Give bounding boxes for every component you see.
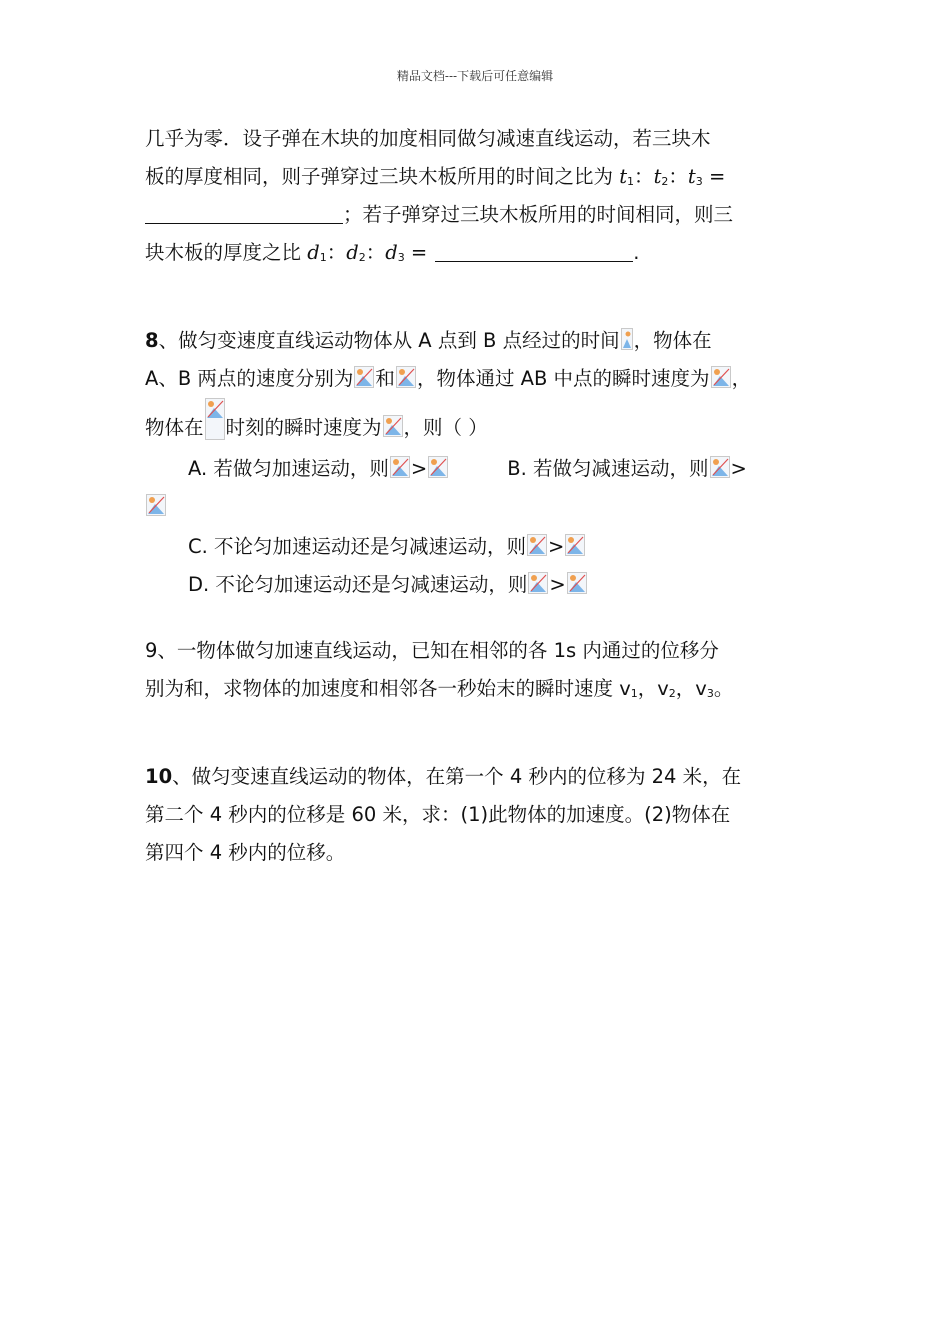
option-d: D. 不论匀加速运动还是匀减速运动，则: [188, 573, 528, 596]
broken-image-icon: [527, 534, 547, 556]
text-run: 物体在: [145, 416, 204, 439]
q8-line: [145, 322, 810, 360]
text-run: 别为和，求物体的加速度和相邻各一秒始末的瞬时速度 v: [145, 677, 631, 700]
period: .: [633, 241, 640, 264]
paragraph-line: [145, 234, 810, 272]
var-d: d: [307, 241, 320, 264]
fill-blank[interactable]: [435, 241, 633, 262]
subscript: 2: [668, 687, 676, 700]
broken-image-icon: [354, 366, 374, 388]
text-run: 时刻的瞬时速度为: [225, 416, 382, 439]
text-run: ，则（ ）: [403, 416, 488, 439]
equals: =: [404, 241, 428, 264]
subscript: 1: [319, 251, 327, 264]
subscript: 2: [661, 175, 669, 188]
broken-image-icon: [390, 456, 410, 478]
text-run: 块木板的厚度之比: [145, 241, 308, 264]
text-run: ，v: [675, 677, 707, 700]
var-t: t: [653, 165, 662, 188]
var-t: t: [619, 165, 628, 188]
text-run: 和: [375, 367, 395, 390]
fill-blank[interactable]: [145, 203, 343, 224]
q10-line: 第二个 4 秒内的位移是 60 米，求：(1)此物体的加速度。(2)物体在: [145, 803, 731, 826]
text-run: ，: [731, 367, 752, 390]
question-number: 10: [145, 765, 173, 788]
q8-line: [145, 360, 810, 398]
option-c: C. 不论匀加速运动还是匀减速运动，则: [188, 535, 527, 558]
broken-image-icon: [146, 494, 166, 516]
var-d: d: [346, 241, 359, 264]
q8-option-c: [145, 528, 810, 566]
broken-image-icon: [428, 456, 448, 478]
gt-sign: >: [730, 457, 747, 480]
document-body: [145, 120, 810, 872]
text-run: A、B 两点的速度分别为: [145, 367, 354, 390]
broken-image-icon: [621, 328, 633, 350]
subscript: 1: [627, 175, 635, 188]
colon: ：: [365, 241, 386, 264]
broken-image-icon: [710, 456, 730, 478]
subscript: 2: [358, 251, 366, 264]
subscript: 1: [630, 687, 638, 700]
paragraph-line: 几乎为零．设子弹在木块的加度相同做匀减速直线运动，若三块木: [145, 127, 711, 150]
q8-option-b-tail: [145, 488, 810, 526]
subscript: 3: [397, 251, 405, 264]
colon: ：: [668, 165, 688, 188]
broken-image-icon: [396, 366, 416, 388]
gt-sign: >: [548, 535, 565, 558]
text-run: 。: [713, 677, 734, 700]
option-a: A. 若做匀加速运动，则: [188, 457, 389, 480]
option-b: B. 若做匀减速运动，则: [507, 457, 709, 480]
q8-options-ab: [145, 450, 810, 488]
broken-image-icon: [565, 534, 585, 556]
text-run: ，物体在: [633, 329, 712, 352]
broken-image-icon: [205, 398, 225, 440]
gt-sign: >: [410, 457, 428, 480]
q8-option-d: [145, 566, 810, 604]
text-run: 、做匀变速度直线运动物体从 A 点到 B 点经过的时间: [158, 329, 620, 352]
paragraph-line: [145, 196, 810, 234]
q10-line: 第四个 4 秒内的位移。: [145, 841, 346, 864]
gt-sign: >: [549, 573, 566, 596]
q10-line: [145, 758, 810, 796]
broken-image-icon: [567, 572, 587, 594]
text-run: 板的厚度相同，则子弹穿过三块木板所用的时间之比为: [145, 165, 620, 188]
text-run: ，物体通过 AB 中点的瞬时速度为: [416, 367, 710, 390]
question-number: 8: [145, 329, 159, 352]
text-run: ；若子弹穿过三块木板所用的时间相同，则三: [343, 203, 734, 226]
var-d: d: [385, 241, 398, 264]
colon: ：: [326, 241, 347, 264]
q9-line: 9、一物体做匀加速直线运动，已知在相邻的各 1s 内通过的位移分: [145, 639, 719, 662]
paragraph-line: [145, 158, 810, 196]
page-header: 精品文档---下载后可任意编辑: [396, 69, 554, 83]
q8-line: [145, 398, 810, 450]
equals: =: [702, 165, 726, 188]
broken-image-icon: [711, 366, 731, 388]
broken-image-icon: [528, 572, 548, 594]
colon: ：: [634, 165, 654, 188]
subscript: 3: [695, 175, 703, 188]
broken-image-icon: [383, 415, 403, 437]
q9-line: [145, 670, 810, 708]
text-run: 、做匀变速直线运动的物体，在第一个 4 秒内的位移为 24 米，在: [172, 765, 742, 788]
subscript: 3: [706, 687, 714, 700]
var-t: t: [687, 165, 696, 188]
text-run: ，v: [637, 677, 669, 700]
